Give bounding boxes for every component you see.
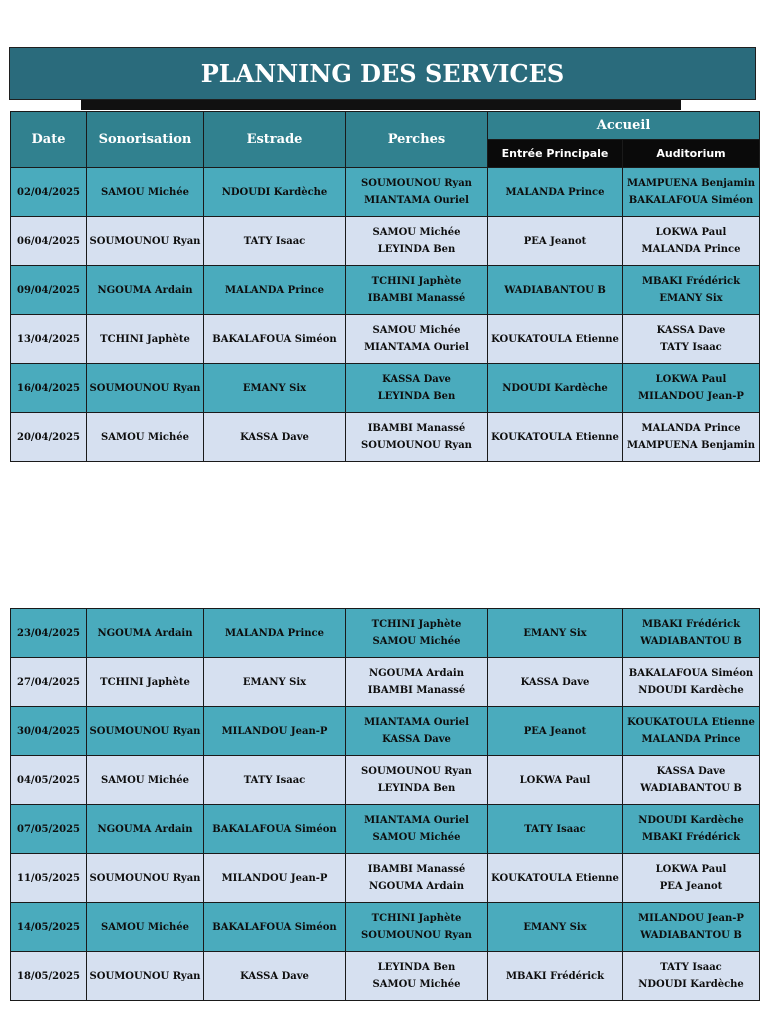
cell-auditorium: [623, 315, 760, 364]
cell-estrade: BAKALAFOUA Siméon: [204, 805, 346, 854]
cell-perches-name: MIANTAMA Ouriel: [364, 195, 469, 206]
cell-estrade: BAKALAFOUA Siméon: [204, 315, 346, 364]
cell-auditorium: [623, 658, 760, 707]
cell-auditorium: [623, 952, 760, 1001]
cell-date: 23/04/2025: [11, 609, 87, 658]
cell-perches: [346, 217, 488, 266]
cell-perches-name: LEYINDA Ben: [377, 962, 456, 973]
cell-auditorium-name: TATY Isaac: [660, 962, 722, 973]
cell-auditorium: [623, 266, 760, 315]
cell-auditorium-name: MILANDOU Jean-P: [638, 391, 744, 402]
cell-perches-name: MIANTAMA Ouriel: [364, 815, 469, 826]
cell-sonorisation: NGOUMA Ardain: [87, 266, 204, 315]
cell-perches-name: SOUMOUNOU Ryan: [361, 178, 472, 189]
cell-auditorium-name: MBAKI Frédérick: [641, 619, 741, 630]
cell-perches: [346, 756, 488, 805]
table-row: [11, 952, 760, 1001]
cell-perches: [346, 413, 488, 462]
cell-auditorium: [623, 168, 760, 217]
header-sonorisation: Sonorisation: [87, 112, 204, 168]
cell-perches-name: SAMOU Michée: [372, 979, 461, 990]
cell-auditorium: [623, 854, 760, 903]
cell-perches-name: TCHINI Japhète: [371, 619, 462, 630]
schedule-table-2: [10, 608, 760, 1001]
table-row: [11, 364, 760, 413]
cell-perches-name: IBAMBI Manassé: [367, 423, 466, 434]
cell-sonorisation: SAMOU Michée: [87, 903, 204, 952]
cell-sonorisation: SOUMOUNOU Ryan: [87, 217, 204, 266]
cell-auditorium-name: WADIABANTOU B: [640, 636, 742, 647]
cell-perches-name: MIANTAMA Ouriel: [364, 342, 469, 353]
cell-auditorium-name: PEA Jeanot: [659, 881, 723, 892]
cell-perches-name: TCHINI Japhète: [371, 276, 462, 287]
cell-auditorium-name: LOKWA Paul: [655, 227, 727, 238]
cell-date: 07/05/2025: [11, 805, 87, 854]
cell-auditorium-name: LOKWA Paul: [655, 864, 727, 875]
cell-auditorium-name: NDOUDI Kardèche: [638, 979, 744, 990]
cell-date: 20/04/2025: [11, 413, 87, 462]
cell-auditorium-name: LOKWA Paul: [655, 374, 727, 385]
table-row: [11, 609, 760, 658]
cell-entree-principale: KASSA Dave: [488, 658, 623, 707]
cell-auditorium-name: KOUKATOULA Etienne: [627, 717, 755, 728]
cell-perches: [346, 658, 488, 707]
cell-date: 27/04/2025: [11, 658, 87, 707]
cell-perches-name: SAMOU Michée: [372, 636, 461, 647]
cell-entree-principale: EMANY Six: [488, 609, 623, 658]
cell-date: 14/05/2025: [11, 903, 87, 952]
cell-perches-name: LEYINDA Ben: [377, 783, 456, 794]
cell-sonorisation: SOUMOUNOU Ryan: [87, 364, 204, 413]
cell-auditorium-name: MALANDA Prince: [641, 244, 741, 255]
cell-auditorium-name: MILANDOU Jean-P: [638, 913, 744, 924]
cell-perches: [346, 168, 488, 217]
cell-estrade: TATY Isaac: [204, 756, 346, 805]
header-auditorium: Auditorium: [623, 140, 760, 168]
cell-perches-name: MIANTAMA Ouriel: [364, 717, 469, 728]
table-row: [11, 266, 760, 315]
cell-auditorium-name: TATY Isaac: [660, 342, 722, 353]
table-row: [11, 217, 760, 266]
cell-auditorium-name: BAKALAFOUA Siméon: [628, 668, 754, 679]
table-row: [11, 707, 760, 756]
cell-estrade: EMANY Six: [204, 364, 346, 413]
cell-date: 02/04/2025: [11, 168, 87, 217]
cell-estrade: MALANDA Prince: [204, 609, 346, 658]
cell-perches: [346, 315, 488, 364]
cell-entree-principale: LOKWA Paul: [488, 756, 623, 805]
cell-auditorium: [623, 707, 760, 756]
cell-perches-name: NGOUMA Ardain: [369, 668, 464, 679]
cell-date: 11/05/2025: [11, 854, 87, 903]
table-row: [11, 315, 760, 364]
cell-auditorium: [623, 217, 760, 266]
cell-date: 16/04/2025: [11, 364, 87, 413]
cell-perches: [346, 266, 488, 315]
table-row: [11, 413, 760, 462]
table-row: [11, 854, 760, 903]
cell-perches-name: SOUMOUNOU Ryan: [361, 440, 472, 451]
cell-perches-name: LEYINDA Ben: [377, 391, 456, 402]
cell-auditorium-name: NDOUDI Kardèche: [638, 685, 744, 696]
cell-perches: [346, 854, 488, 903]
cell-entree-principale: MALANDA Prince: [488, 168, 623, 217]
cell-entree-principale: PEA Jeanot: [488, 217, 623, 266]
cell-perches-name: LEYINDA Ben: [377, 244, 456, 255]
cell-estrade: NDOUDI Kardèche: [204, 168, 346, 217]
cell-auditorium: [623, 903, 760, 952]
cell-auditorium-name: NDOUDI Kardèche: [638, 815, 744, 826]
cell-estrade: MILANDOU Jean-P: [204, 854, 346, 903]
cell-entree-principale: KOUKATOULA Etienne: [488, 854, 623, 903]
title-underbar: [81, 100, 681, 110]
cell-perches: [346, 805, 488, 854]
cell-perches-name: IBAMBI Manassé: [367, 293, 466, 304]
cell-perches: [346, 609, 488, 658]
cell-perches: [346, 707, 488, 756]
cell-auditorium: [623, 413, 760, 462]
cell-auditorium-name: WADIABANTOU B: [640, 930, 742, 941]
cell-entree-principale: TATY Isaac: [488, 805, 623, 854]
cell-auditorium: [623, 756, 760, 805]
cell-auditorium-name: WADIABANTOU B: [640, 783, 742, 794]
cell-perches-name: IBAMBI Manassé: [367, 864, 466, 875]
cell-date: 30/04/2025: [11, 707, 87, 756]
cell-sonorisation: NGOUMA Ardain: [87, 609, 204, 658]
cell-auditorium-name: MALANDA Prince: [641, 423, 741, 434]
cell-perches-name: KASSA Dave: [382, 734, 451, 745]
cell-date: 09/04/2025: [11, 266, 87, 315]
cell-estrade: BAKALAFOUA Siméon: [204, 903, 346, 952]
cell-entree-principale: MBAKI Frédérick: [488, 952, 623, 1001]
table-row: [11, 756, 760, 805]
header-estrade: Estrade: [204, 112, 346, 168]
cell-sonorisation: TCHINI Japhète: [87, 658, 204, 707]
cell-perches-name: SAMOU Michée: [372, 832, 461, 843]
cell-sonorisation: SAMOU Michée: [87, 413, 204, 462]
cell-perches-name: TCHINI Japhète: [371, 913, 462, 924]
cell-estrade: KASSA Dave: [204, 952, 346, 1001]
cell-auditorium: [623, 805, 760, 854]
cell-auditorium-name: MAMPUENA Benjamin: [627, 440, 755, 451]
cell-auditorium-name: MAMPUENA Benjamin: [627, 178, 755, 189]
cell-entree-principale: EMANY Six: [488, 903, 623, 952]
header-entree-principale: Entrée Principale: [488, 140, 623, 168]
cell-estrade: TATY Isaac: [204, 217, 346, 266]
cell-sonorisation: TCHINI Japhète: [87, 315, 204, 364]
cell-date: 18/05/2025: [11, 952, 87, 1001]
cell-auditorium: [623, 364, 760, 413]
cell-sonorisation: SOUMOUNOU Ryan: [87, 952, 204, 1001]
cell-auditorium-name: MBAKI Frédérick: [641, 832, 741, 843]
header-perches: Perches: [346, 112, 488, 168]
cell-estrade: MALANDA Prince: [204, 266, 346, 315]
cell-perches: [346, 903, 488, 952]
cell-sonorisation: SOUMOUNOU Ryan: [87, 854, 204, 903]
cell-perches-name: SOUMOUNOU Ryan: [361, 766, 472, 777]
header-date: Date: [11, 112, 87, 168]
cell-entree-principale: WADIABANTOU B: [488, 266, 623, 315]
cell-perches-name: SAMOU Michée: [372, 325, 461, 336]
cell-perches-name: KASSA Dave: [382, 374, 451, 385]
cell-auditorium-name: KASSA Dave: [656, 766, 726, 777]
cell-date: 04/05/2025: [11, 756, 87, 805]
cell-auditorium: [623, 609, 760, 658]
cell-sonorisation: SAMOU Michée: [87, 168, 204, 217]
cell-perches: [346, 952, 488, 1001]
cell-entree-principale: NDOUDI Kardèche: [488, 364, 623, 413]
schedule-table-1: [10, 111, 760, 462]
cell-perches-name: SOUMOUNOU Ryan: [361, 930, 472, 941]
cell-auditorium-name: EMANY Six: [659, 293, 723, 304]
cell-sonorisation: NGOUMA Ardain: [87, 805, 204, 854]
cell-entree-principale: PEA Jeanot: [488, 707, 623, 756]
cell-auditorium-name: BAKALAFOUA Siméon: [628, 195, 754, 206]
cell-perches-name: IBAMBI Manassé: [367, 685, 466, 696]
table-row: [11, 658, 760, 707]
table-row: [11, 903, 760, 952]
cell-sonorisation: SAMOU Michée: [87, 756, 204, 805]
table-row: [11, 168, 760, 217]
cell-estrade: KASSA Dave: [204, 413, 346, 462]
cell-date: 06/04/2025: [11, 217, 87, 266]
cell-auditorium-name: KASSA Dave: [656, 325, 726, 336]
cell-perches: [346, 364, 488, 413]
cell-auditorium-name: MBAKI Frédérick: [641, 276, 741, 287]
cell-estrade: EMANY Six: [204, 658, 346, 707]
header-accueil: Accueil: [488, 112, 760, 140]
table-row: [11, 805, 760, 854]
cell-sonorisation: SOUMOUNOU Ryan: [87, 707, 204, 756]
page-title: PLANNING DES SERVICES: [9, 47, 756, 100]
cell-date: 13/04/2025: [11, 315, 87, 364]
cell-perches-name: NGOUMA Ardain: [369, 881, 464, 892]
cell-perches-name: SAMOU Michée: [372, 227, 461, 238]
cell-estrade: MILANDOU Jean-P: [204, 707, 346, 756]
cell-auditorium-name: MALANDA Prince: [641, 734, 741, 745]
cell-entree-principale: KOUKATOULA Etienne: [488, 315, 623, 364]
cell-entree-principale: KOUKATOULA Etienne: [488, 413, 623, 462]
